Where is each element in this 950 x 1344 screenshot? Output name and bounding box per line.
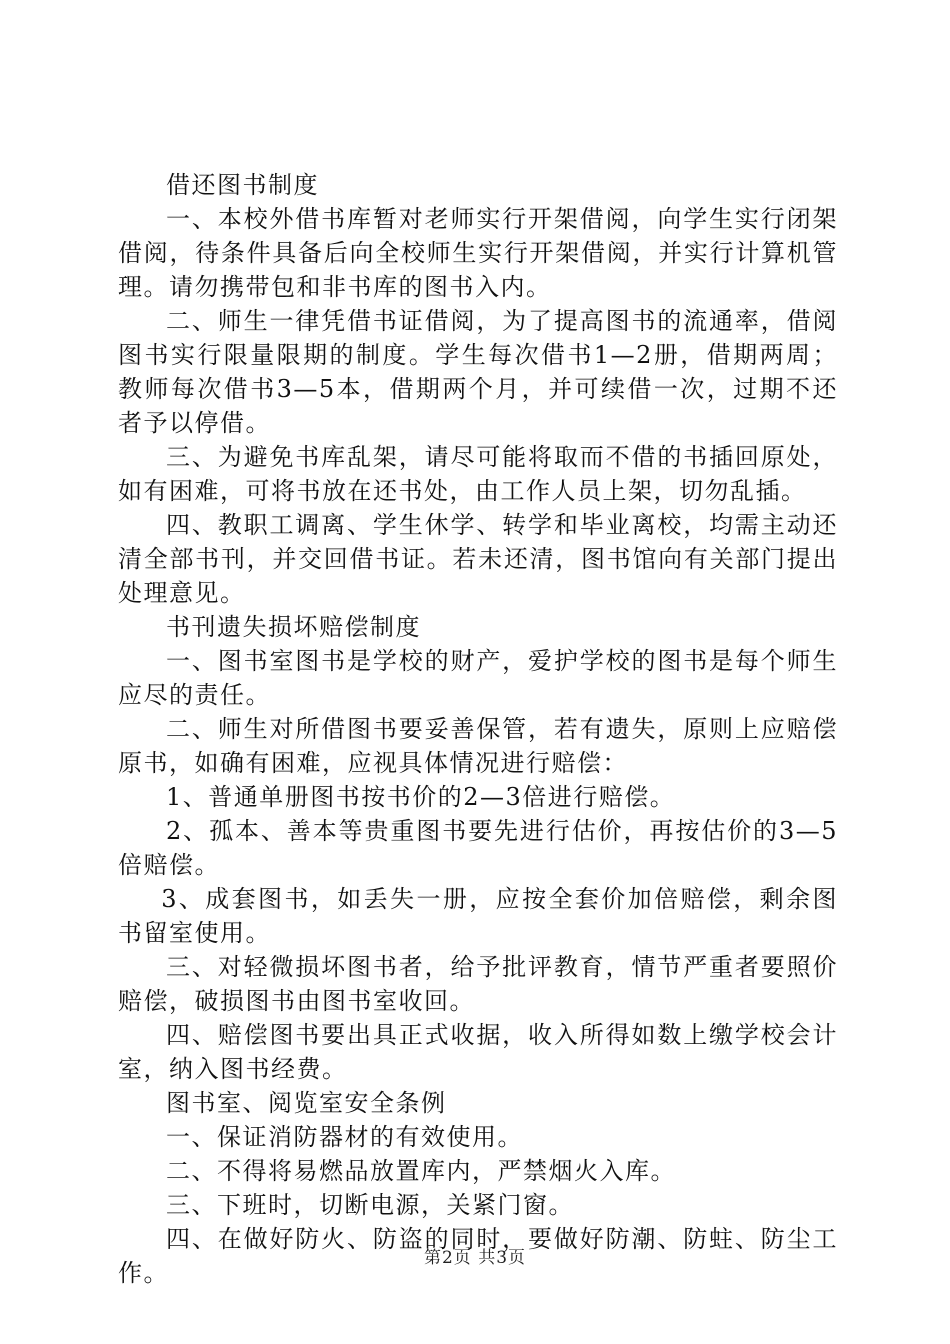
paragraph: 二、师生一律凭借书证借阅，为了提高图书的流通率，借阅图书实行限量限期的制度。学生每次借书1—2册，借期两周；教师每次借书3—5本，借期两个月，并可续借一次，过期不还者予以停借。	[118, 307, 838, 437]
paragraph: 一、图书室图书是学校的财产，爱护学校的图书是每个师生应尽的责任。	[118, 647, 838, 709]
paragraph: 一、保证消防器材的有效使用。	[166, 1123, 523, 1151]
list-item: 1、普通单册图书按书价的2—3倍进行赔偿。	[166, 783, 676, 811]
section-title-safety-rules: 图书室、阅览室安全条例	[166, 1089, 447, 1117]
paragraph: 四、在做好防火、防盗的同时，要做好防潮、防蛀、防尘工作。	[118, 1225, 838, 1287]
paragraph: 一、本校外借书库暂对老师实行开架借阅，向学生实行闭架借阅，待条件具备后向全校师生实行开架借阅，并实行计算机管理。请勿携带包和非书库的图书入内。	[118, 205, 838, 301]
section-title-borrowing-rules: 借还图书制度	[166, 171, 319, 199]
paragraph: 三、对轻微损坏图书者，给予批评教育，情节严重者要照价赔偿，破损图书由图书室收回。	[118, 953, 838, 1015]
paragraph: 四、教职工调离、学生休学、转学和毕业离校，均需主动还清全部书刊，并交回借书证。若未还清，图书馆向有关部门提出处理意见。	[118, 511, 838, 607]
document-body	[118, 168, 838, 1290]
paragraph: 三、为避免书库乱架，请尽可能将取而不借的书插回原处，如有困难，可将书放在还书处，由工作人员上架，切勿乱插。	[118, 443, 838, 505]
paragraph: 三、下班时，切断电源，关紧门窗。	[166, 1191, 574, 1219]
section-title-compensation-rules: 书刊遗失损坏赔偿制度	[166, 613, 421, 641]
list-item: 3、成套图书，如丢失一册，应按全套价加倍赔偿，剩余图书留室使用。	[118, 885, 838, 947]
paragraph: 四、赔偿图书要出具正式收据，收入所得如数上缴学校会计室，纳入图书经费。	[118, 1021, 838, 1083]
list-item: 2、孤本、善本等贵重图书要先进行估价，再按估价的3—5倍赔偿。	[118, 817, 838, 879]
paragraph: 二、不得将易燃品放置库内，严禁烟火入库。	[166, 1157, 676, 1185]
paragraph: 二、师生对所借图书要妥善保管，若有遗失，原则上应赔偿原书，如确有困难，应视具体情况进行赔偿：	[118, 715, 838, 777]
page-number-footer: 第2页 共3页	[423, 1248, 527, 1268]
